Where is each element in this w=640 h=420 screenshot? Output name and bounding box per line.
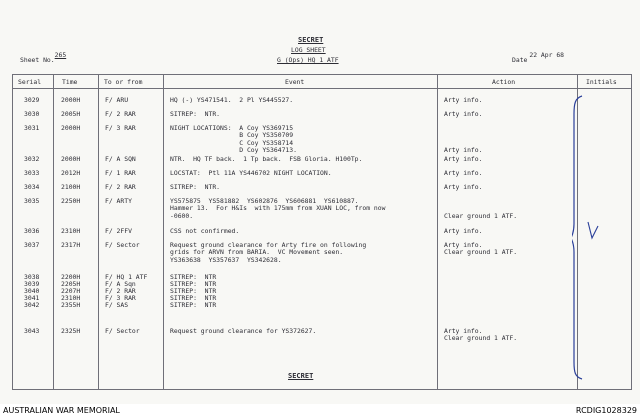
- time-cell: 2005H: [61, 110, 81, 118]
- action-cell: [444, 111, 482, 118]
- event-cell: [170, 302, 216, 309]
- action-line: Arty info.: [444, 155, 483, 163]
- classification-bottom: SECRET: [288, 372, 314, 380]
- event-line: SITREP: NTR: [170, 273, 217, 281]
- to-from-cell: F/ SAS: [105, 301, 129, 309]
- action-cell: [444, 156, 482, 163]
- serial-cell: 3033: [24, 169, 40, 177]
- to-from-cell: F/ Sector: [105, 241, 140, 249]
- action-line: Clear ground 1 ATF.: [444, 248, 518, 257]
- event-line: LOCSTAT: Ptl 11A YS446702 NIGHT LOCATION.: [170, 169, 332, 177]
- event-line: Request ground clearance for YS372627.: [170, 327, 317, 335]
- archive-name: AUSTRALIAN WAR MEMORIAL: [3, 406, 120, 415]
- time-cell: 2200H: [61, 273, 81, 281]
- serial-cell: 3034: [24, 183, 40, 191]
- action-cell: [444, 228, 482, 235]
- action-cell: [444, 170, 482, 177]
- action-line: Arty info.: [444, 227, 483, 235]
- serial-cell: 3043: [24, 327, 40, 335]
- time-cell: 2325H: [61, 327, 81, 335]
- event-cell: [170, 156, 362, 163]
- event-cell: [170, 328, 316, 335]
- action-line: [444, 125, 482, 132]
- event-line: Request ground clearance for Arty fire on following: [170, 241, 367, 249]
- col-initials-header: Initials: [586, 78, 617, 86]
- action-line: Arty info.: [444, 241, 483, 249]
- event-line: HQ (-) YS471541. 2 Pl YS445527.: [170, 96, 294, 104]
- initials-pen-mark: [586, 220, 602, 242]
- action-cell: [444, 242, 517, 257]
- to-from-cell: F/ A Sqn: [105, 280, 136, 288]
- action-cell: [444, 125, 482, 155]
- action-cell: [444, 97, 482, 104]
- to-from-cell: F/ 3 RAR: [105, 294, 136, 302]
- event-line: SITREP: NTR.: [170, 183, 221, 191]
- time-cell: 2100H: [61, 183, 81, 191]
- action-line: Clear ground 1 ATF.: [444, 211, 518, 220]
- event-cell: [170, 170, 332, 177]
- action-cell: [444, 198, 517, 220]
- col-event-header: Event: [285, 78, 305, 86]
- date-value: 22 Apr 68: [529, 51, 565, 59]
- serial-cell: 3039: [24, 280, 40, 288]
- log-table: [12, 74, 632, 390]
- date-field: [512, 51, 565, 64]
- event-cell: [170, 125, 297, 155]
- sheet-number-value: 265: [54, 51, 67, 59]
- event-line: grids for ARVN from BARIA. VC Movement seen.: [170, 248, 344, 257]
- time-cell: 2012H: [61, 169, 81, 177]
- event-line: SITREP: NTR: [170, 287, 217, 295]
- date-label: Date: [512, 56, 528, 64]
- action-line: Arty info.: [444, 327, 483, 335]
- to-from-cell: F/ 1 RAR: [105, 169, 136, 177]
- time-cell: 2000H: [61, 155, 81, 163]
- serial-cell: 3038: [24, 273, 40, 281]
- time-cell: 2317H: [61, 241, 81, 249]
- classification-top: SECRET: [298, 36, 324, 44]
- event-cell: [170, 184, 220, 191]
- to-from-cell: F/ ARU: [105, 96, 129, 104]
- event-line: Hammer 13. For H&Is with 175mm from XUAN LOC, from now: [170, 204, 386, 213]
- to-from-cell: F/ A SQN: [105, 155, 136, 163]
- time-cell: 2207H: [61, 287, 81, 295]
- event-line: SITREP: NTR.: [170, 110, 221, 118]
- event-cell: [170, 97, 293, 104]
- time-cell: 2000H: [61, 96, 81, 104]
- action-line: Arty info.: [444, 146, 483, 155]
- time-cell: 2310H: [61, 227, 81, 235]
- event-line: SITREP: NTR: [170, 280, 217, 288]
- col-action-header: Action: [492, 78, 516, 86]
- action-cell: [444, 328, 517, 343]
- serial-cell: 3030: [24, 110, 40, 118]
- event-line: NTR. HQ TF back. 1 Tp back. FSB Gloria. H100Tp.: [170, 155, 363, 163]
- col-time-header: Time: [62, 78, 78, 86]
- action-line: [444, 198, 517, 205]
- to-from-cell: F/ 3 RAR: [105, 124, 136, 132]
- event-cell: [170, 198, 385, 220]
- serial-cell: 3031: [24, 124, 40, 132]
- serial-cell: 3037: [24, 241, 40, 249]
- action-line: Clear ground 1 ATF.: [444, 334, 518, 343]
- action-line: Arty info.: [444, 183, 483, 191]
- event-line: YS363638 YS357637 YS342628.: [170, 255, 282, 264]
- serial-cell: 3041: [24, 294, 40, 302]
- serial-cell: 3035: [24, 197, 40, 205]
- event-line: C Coy YS358714: [170, 138, 294, 147]
- time-cell: 2205H: [61, 280, 81, 288]
- event-line: NIGHT LOCATIONS: A Coy YS369715: [170, 124, 294, 132]
- time-cell: 2250H: [61, 197, 81, 205]
- time-cell: 2355H: [61, 301, 81, 309]
- action-line: Arty info.: [444, 110, 483, 118]
- to-from-cell: F/ 2FFV: [105, 227, 132, 235]
- time-cell: 2000H: [61, 124, 81, 132]
- action-line: [444, 132, 482, 139]
- initials-bracket: [572, 94, 584, 380]
- sheet-number-label: Sheet No.: [20, 56, 55, 64]
- sheet-number: [20, 51, 67, 64]
- to-from-cell: F/ 2 RAR: [105, 287, 136, 295]
- to-from-cell: F/ 2 RAR: [105, 110, 136, 118]
- event-line: D Coy YS364713.: [170, 146, 297, 155]
- event-line: SITREP: NTR: [170, 301, 217, 309]
- serial-cell: 3036: [24, 227, 40, 235]
- to-from-cell: F/ Sector: [105, 327, 140, 335]
- serial-cell: 3032: [24, 155, 40, 163]
- serial-cell: 3040: [24, 287, 40, 295]
- time-cell: 2310H: [61, 294, 81, 302]
- event-line: YS575875 YS581882 YS602876 YS606881 YS610887.: [170, 197, 359, 205]
- serial-cell: 3042: [24, 301, 40, 309]
- event-cell: [170, 111, 220, 118]
- record-id: RCDIG1028329: [575, 406, 637, 415]
- event-line: SITREP: NTR: [170, 294, 217, 302]
- event-line: B Coy YS350709: [170, 131, 294, 140]
- col-to-from-header: To or from: [104, 78, 143, 86]
- to-from-cell: F/ 2 RAR: [105, 183, 136, 191]
- event-cell: [170, 242, 366, 264]
- action-line: Arty info.: [444, 96, 483, 104]
- to-from-cell: F/ HQ 1 ATF: [105, 273, 148, 281]
- serial-cell: 3029: [24, 96, 40, 104]
- event-line: CSS not confirmed.: [170, 227, 240, 235]
- col-serial-header: Serial: [18, 78, 42, 86]
- event-line: -0600.: [170, 211, 194, 220]
- action-line: Arty info.: [444, 169, 483, 177]
- event-cell: [170, 228, 239, 235]
- to-from-cell: F/ ARTY: [105, 197, 132, 205]
- unit-name: G (Ops) HQ 1 ATF: [277, 56, 339, 64]
- log-sheet-title: LOG SHEET: [291, 46, 326, 54]
- action-cell: [444, 184, 482, 191]
